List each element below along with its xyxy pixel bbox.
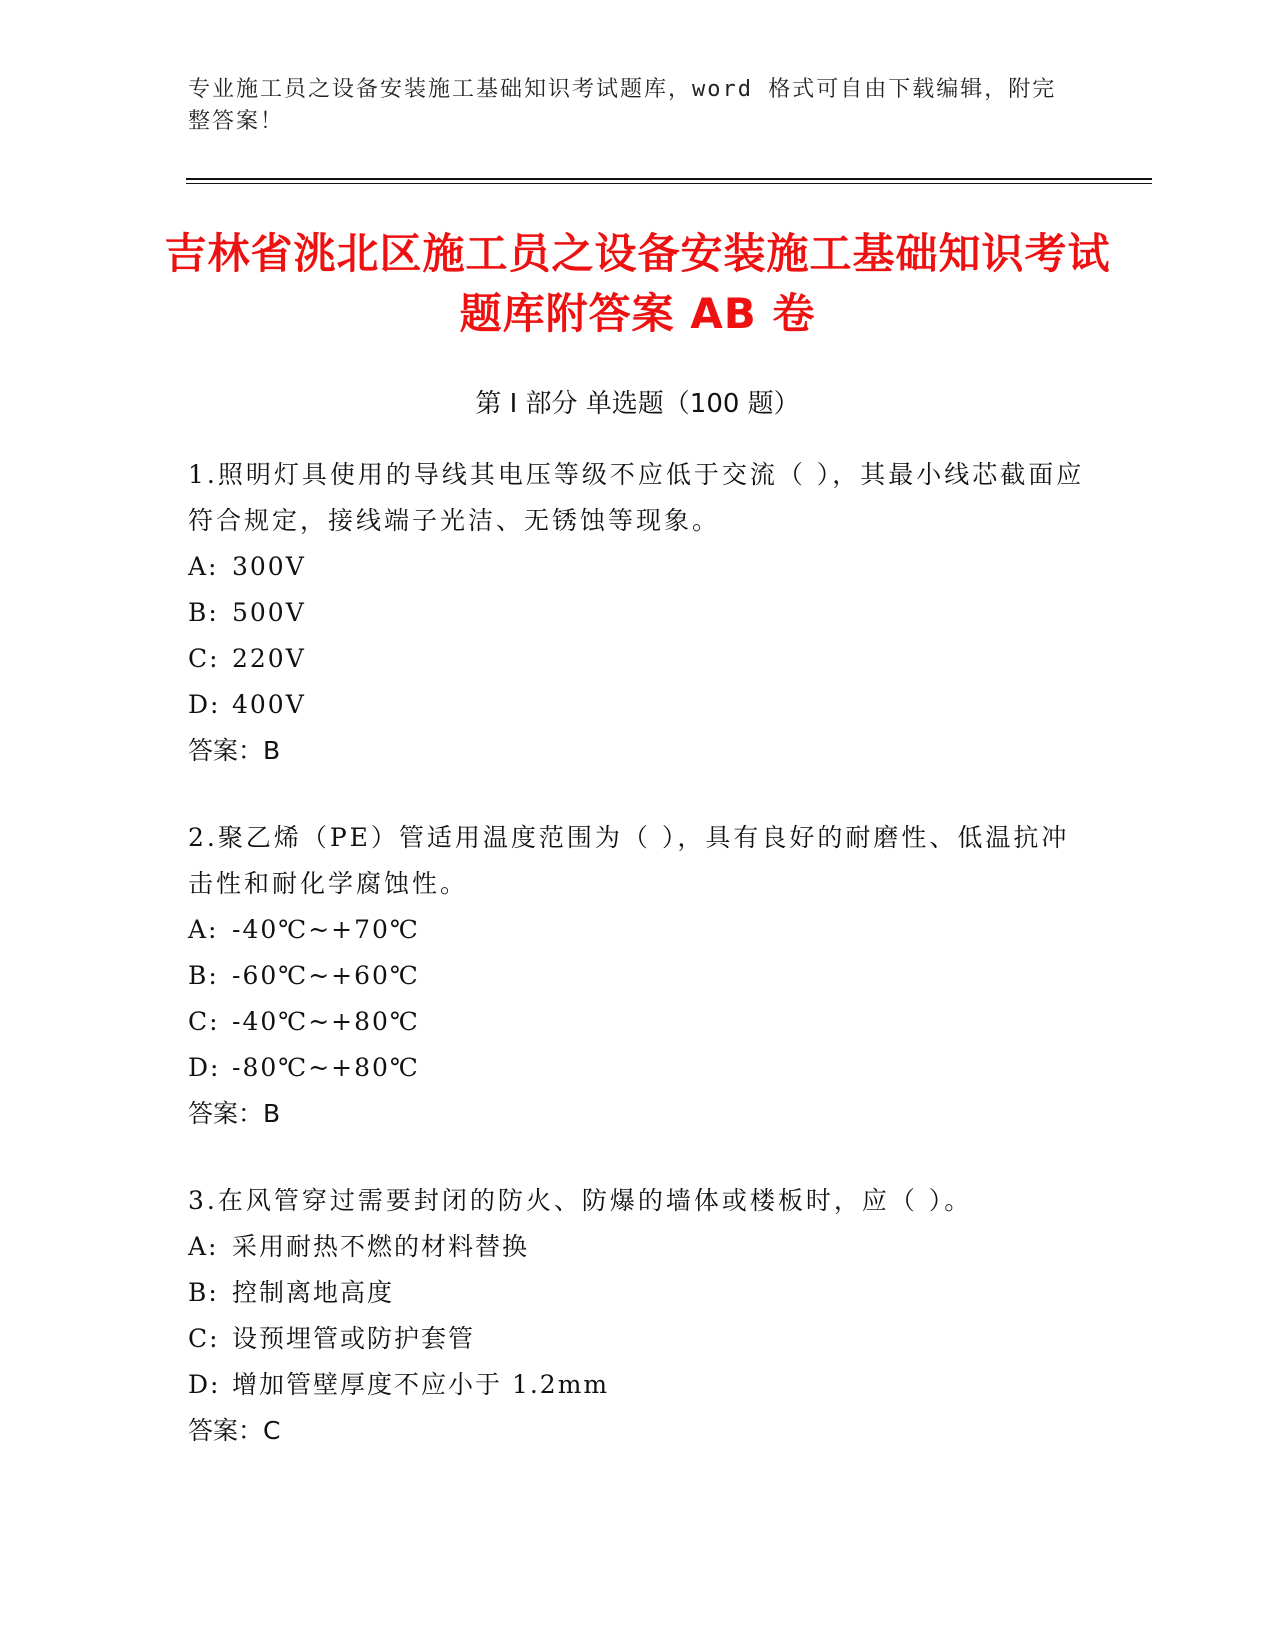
answer-line: 答案：B	[188, 736, 281, 765]
option-a	[188, 907, 1088, 953]
option-a	[188, 544, 1088, 590]
option-b	[188, 1270, 1088, 1316]
option-letter: D:	[188, 1370, 221, 1399]
option-letter: A:	[188, 1232, 219, 1261]
question-3	[188, 1178, 1088, 1454]
option-text: -60℃~+60℃	[232, 961, 420, 990]
option-text: 设预埋管或防护套管	[232, 1324, 476, 1353]
option-letter: B:	[188, 961, 219, 990]
question-stem: 1.照明灯具使用的导线其电压等级不应低于交流（ ），其最小线芯截面应符合规定，接线端子光洁、无锈蚀等现象。	[188, 460, 1085, 535]
option-letter: A:	[188, 915, 219, 944]
document-title: 吉林省洮北区施工员之设备安装施工基础知识考试题库附答案 AB 卷	[164, 229, 1111, 338]
option-text: 400V	[232, 690, 306, 719]
question-stem: 3.在风管穿过需要封闭的防火、防爆的墙体或楼板时，应（ ）。	[188, 1186, 973, 1215]
option-text: 控制离地高度	[232, 1278, 395, 1307]
option-letter: C:	[188, 1324, 220, 1353]
option-text: -80℃~+80℃	[232, 1053, 420, 1082]
option-letter: C:	[188, 644, 220, 673]
option-b	[188, 953, 1088, 999]
answer-line: 答案：C	[188, 1416, 281, 1445]
option-letter: B:	[188, 598, 219, 627]
option-text: 300V	[232, 552, 306, 581]
option-text: 500V	[232, 598, 306, 627]
option-d	[188, 1362, 1088, 1408]
option-b	[188, 590, 1088, 636]
option-c	[188, 636, 1088, 682]
option-letter: A:	[188, 552, 219, 581]
option-letter: D:	[188, 690, 221, 719]
option-d	[188, 1045, 1088, 1091]
option-text: -40℃~+80℃	[232, 1007, 420, 1036]
header-note: 专业施工员之设备安装施工基础知识考试题库，word 格式可自由下载编辑，附完整答案！	[188, 77, 1057, 134]
header-rule-thin	[186, 183, 1152, 184]
option-c	[188, 1316, 1088, 1362]
option-d	[188, 682, 1088, 728]
option-letter: B:	[188, 1278, 219, 1307]
question-2	[188, 815, 1088, 1137]
header-rule-thick	[186, 178, 1152, 180]
option-letter: D:	[188, 1053, 221, 1082]
option-text: 采用耐热不燃的材料替换	[232, 1232, 530, 1261]
option-text: 220V	[232, 644, 306, 673]
option-c	[188, 999, 1088, 1045]
question-1	[188, 452, 1088, 774]
section-title: 第 I 部分 单选题（100 题）	[475, 389, 800, 419]
option-text: 增加管壁厚度不应小于 1.2mm	[232, 1370, 610, 1399]
question-stem: 2.聚乙烯（PE）管适用温度范围为（ ），具有良好的耐磨性、低温抗冲击性和耐化学腐蚀性。	[188, 823, 1070, 898]
answer-line: 答案：B	[188, 1099, 281, 1128]
option-a	[188, 1224, 1088, 1270]
option-letter: C:	[188, 1007, 220, 1036]
option-text: -40℃~+70℃	[232, 915, 420, 944]
